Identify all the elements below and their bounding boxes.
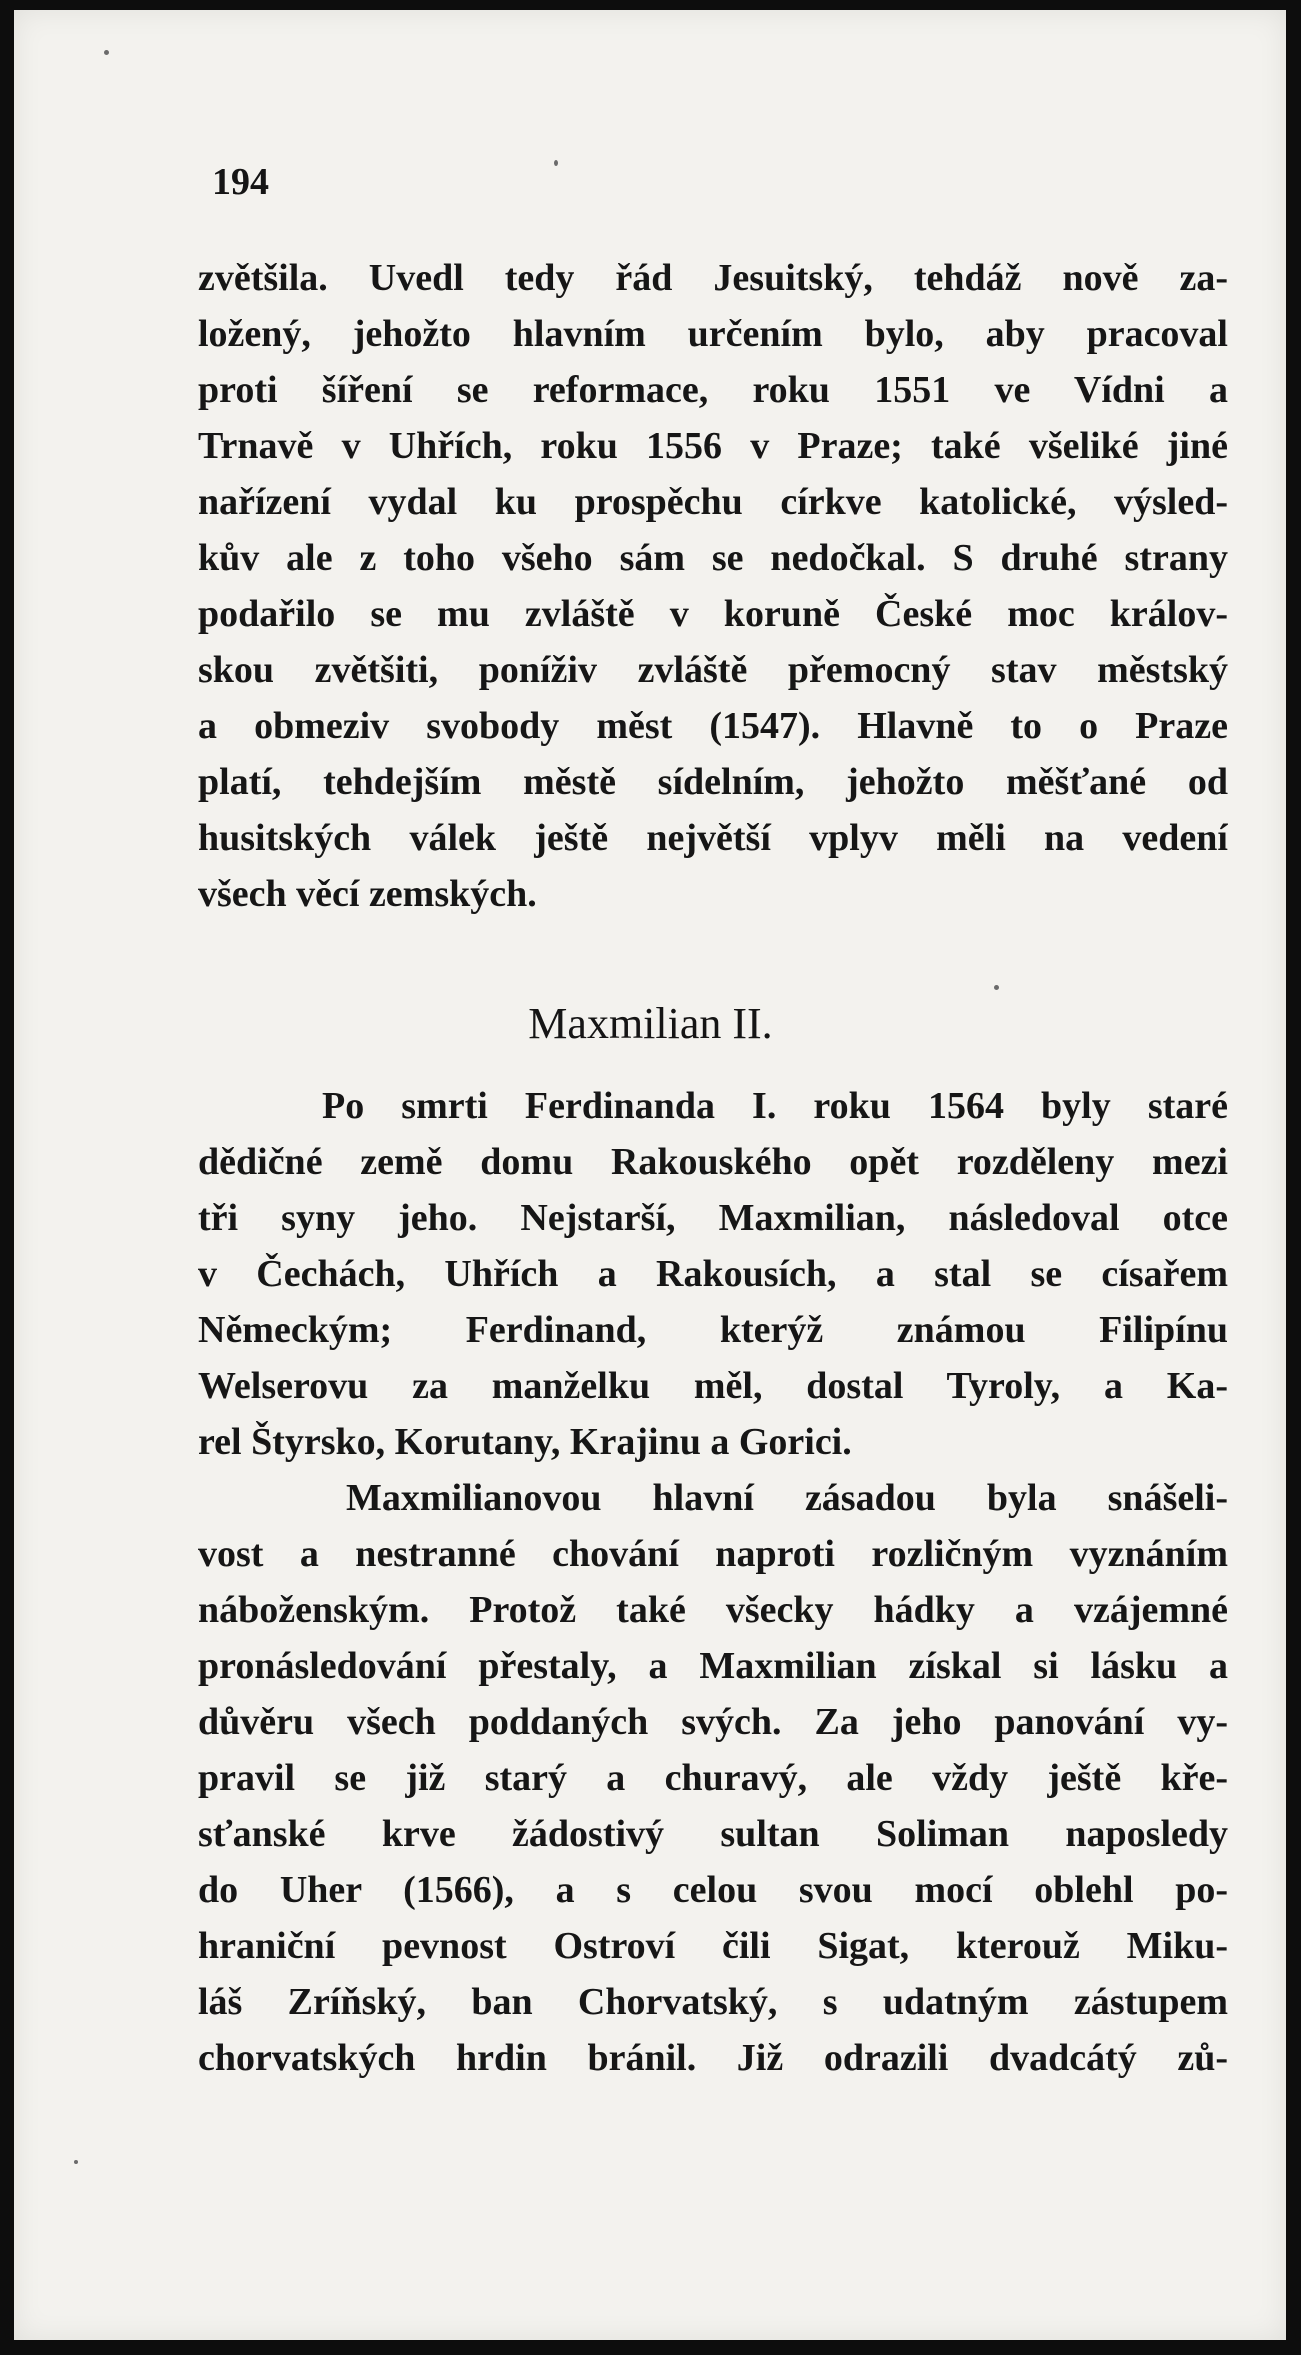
text-line: pravil se již starý a churavý, ale vždy ještě kře- bbox=[198, 1757, 1228, 1799]
text-line: Trnavě v Uhřích, roku 1556 v Praze; také všeliké jiné bbox=[198, 425, 1228, 467]
text-line: platí, tehdejším městě sídelním, jehožto měšťané od bbox=[198, 761, 1228, 803]
text-line: skou zvětšiti, poníživ zvláště přemocný stav městský bbox=[198, 649, 1228, 691]
text-line: vost a nestranné chování naproti rozličným vyznáním bbox=[198, 1533, 1228, 1575]
text-line: a obmeziv svobody měst (1547). Hlavně to o Praze bbox=[198, 705, 1228, 747]
text-line: sťanské krve žádostivý sultan Soliman naposledy bbox=[198, 1813, 1228, 1855]
section-body bbox=[198, 1078, 1228, 2086]
section-heading: Maxmilian II. bbox=[528, 999, 773, 1048]
text-line: důvěru všech poddaných svých. Za jeho panování vy- bbox=[198, 1701, 1228, 1743]
text-line: podařilo se mu zvláště v koruně České moc králov- bbox=[198, 593, 1228, 635]
text-line: zvětšila. Uvedl tedy řád Jesuitský, tehdáž nově za- bbox=[198, 257, 1228, 299]
paper-speck bbox=[554, 160, 558, 166]
text-line: Po smrti Ferdinanda I. roku 1564 byly staré bbox=[322, 1085, 1228, 1127]
text-line: láš Zríňský, ban Chorvatský, s udatným zástupem bbox=[198, 1981, 1228, 2023]
text-line: proti šíření se reformace, roku 1551 ve Vídni a bbox=[198, 369, 1228, 411]
intro-paragraph bbox=[198, 250, 1228, 922]
paper-speck bbox=[994, 985, 999, 990]
paragraph bbox=[198, 1078, 1228, 1470]
text-line: nařízení vydal ku prospěchu církve katolické, výsled- bbox=[198, 481, 1228, 523]
text-line: chorvatských hrdin bránil. Již odrazili dvadcátý zů- bbox=[198, 2037, 1228, 2079]
text-line: dědičné země domu Rakouského opět rozděleny mezi bbox=[198, 1141, 1228, 1183]
text-line: hraniční pevnost Ostroví čili Sigat, kterouž Miku- bbox=[198, 1925, 1228, 1967]
page-number: 194 bbox=[212, 161, 269, 203]
text-line: Welserovu za manželku měl, dostal Tyroly, a Ka- bbox=[198, 1365, 1228, 1407]
text-line: pronásledování přestaly, a Maxmilian získal si lásku a bbox=[198, 1645, 1228, 1687]
text-line: Maxmilianovou hlavní zásadou byla snášeli- bbox=[346, 1477, 1228, 1519]
text-line: kův ale z toho všeho sám se nedočkal. S druhé strany bbox=[198, 537, 1228, 579]
text-line: náboženským. Protož také všecky hádky a vzájemné bbox=[198, 1589, 1228, 1631]
text-line: do Uher (1566), a s celou svou mocí oblehl po- bbox=[198, 1869, 1228, 1911]
paper-speck bbox=[74, 2160, 78, 2164]
paragraph bbox=[198, 1470, 1228, 2086]
text-line: všech věcí zemských. bbox=[198, 873, 537, 915]
paper-speck bbox=[104, 50, 109, 55]
text-line: husitských válek ještě největší vplyv měli na vedení bbox=[198, 817, 1228, 859]
text-line: tři syny jeho. Nejstarší, Maxmilian, následoval otce bbox=[198, 1197, 1228, 1239]
text-line: rel Štyrsko, Korutany, Krajinu a Gorici. bbox=[198, 1421, 852, 1463]
text-line: ložený, jehožto hlavním určením bylo, aby pracoval bbox=[198, 313, 1228, 355]
text-line: v Čechách, Uhřích a Rakousích, a stal se císařem bbox=[198, 1253, 1228, 1295]
text-line: Německým; Ferdinand, kterýž známou Filipínu bbox=[198, 1309, 1228, 1351]
